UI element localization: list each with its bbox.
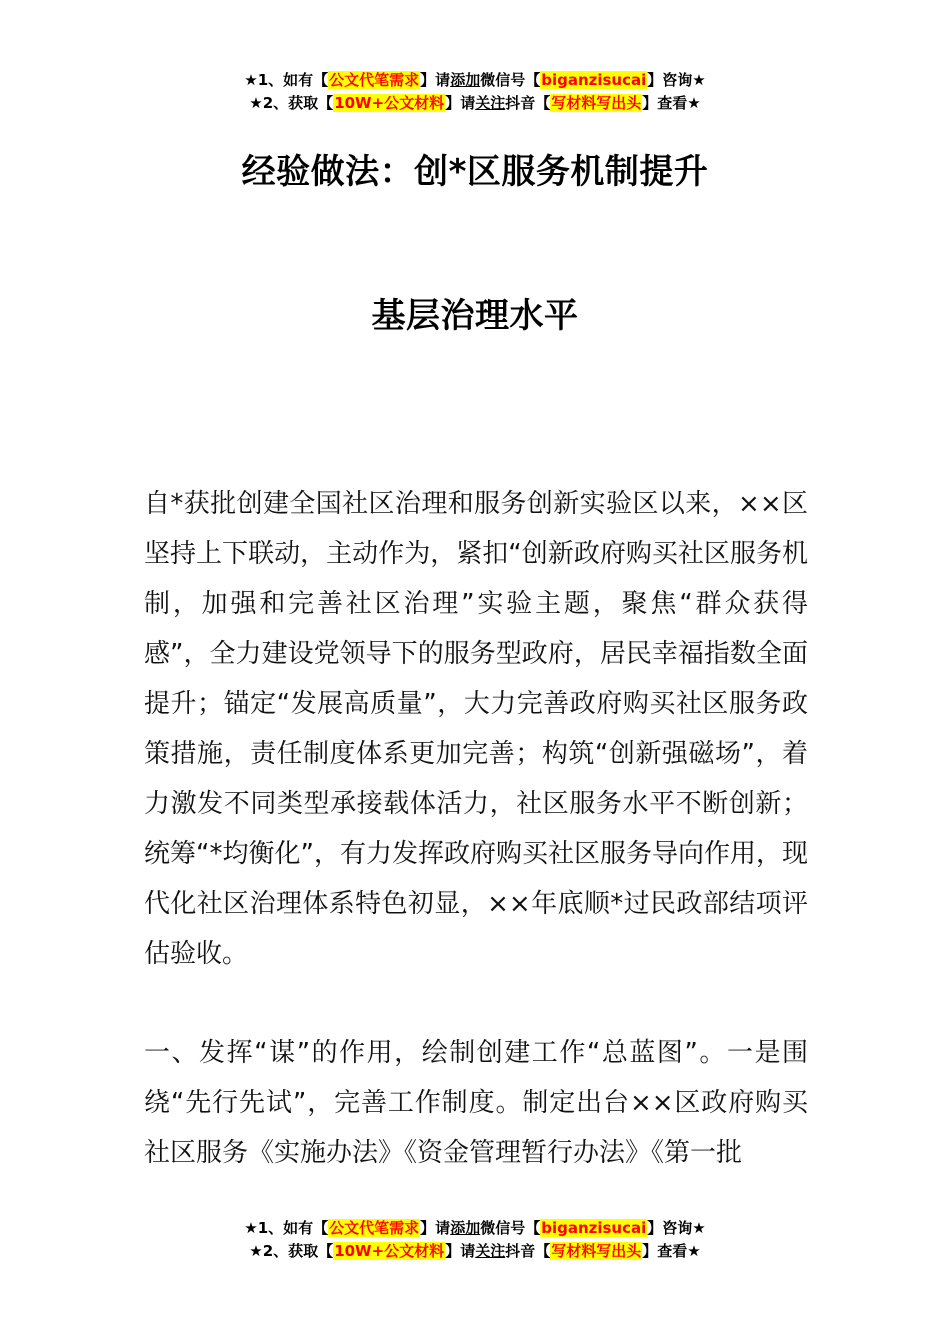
banner-text: 微信号【 [480, 1219, 541, 1237]
banner-text: 】请 [420, 71, 451, 89]
highlight-douyin-id: 写材料写出头 [551, 94, 642, 112]
banner-text: 微信号【 [480, 71, 541, 89]
highlight-wechat-id: biganzisucai [541, 1219, 647, 1237]
footer-banner [0, 1217, 950, 1263]
highlight-materials: 10W+公文材料 [334, 1242, 445, 1260]
underlined-text: 添加 [450, 1219, 481, 1237]
banner-text: ★1、如有【 [244, 1219, 329, 1237]
document-title-line-1: 经验做法：创*区服务机制提升 [241, 152, 709, 192]
document-title-line-2: 基层治理水平 [371, 296, 579, 336]
banner-line-1 [0, 69, 950, 92]
banner-text: 】查看★ [642, 94, 701, 112]
banner-text: 】咨询★ [647, 71, 706, 89]
banner-text: ★2、获取【 [249, 94, 334, 112]
header-banner [0, 69, 950, 115]
banner-text: 】咨询★ [647, 1219, 706, 1237]
highlight-wechat-id: biganzisucai [541, 71, 647, 89]
underlined-text: 关注 [475, 1242, 506, 1260]
banner-line-2 [0, 1240, 950, 1263]
banner-text: 】请 [445, 1242, 476, 1260]
body-paragraph-section-1: 一、发挥“谋”的作用，绘制创建工作“总蓝图”。一是围绕“先行先试”，完善工作制度。制定出台××区政府购买社区服务《实施办法》《资金管理暂行办法》《第一批 [144, 1038, 808, 1168]
highlight-douyin-id: 写材料写出头 [551, 1242, 642, 1260]
underlined-text: 关注 [475, 94, 506, 112]
banner-text: 】查看★ [642, 1242, 701, 1260]
banner-line-2 [0, 92, 950, 115]
banner-text: ★1、如有【 [244, 71, 329, 89]
banner-text: 抖音【 [505, 1242, 551, 1260]
underlined-text: 添加 [450, 71, 481, 89]
body-paragraph-intro: 自*获批创建全国社区治理和服务创新实验区以来，××区坚持上下联动，主动作为，紧扣“创新政府购买社区服务机制，加强和完善社区治理”实验主题，聚焦“群众获得感”，全力建设党领导下的服务型政府，居民幸福指数全面提升；锚定“发展高质量”，大力完善政府购买社区服务政策措施，责任制度体系更加完善；构筑“创新强磁场”，着力激发不同类型承接载体活力，社区服务水平不断创新；统筹“*均衡化”，有力发挥政府购买社区服务导向作用，现代化社区治理体系特色初显，××年底顺*过民政部结项评估验收。 [144, 489, 808, 969]
banner-text: 】请 [420, 1219, 451, 1237]
banner-text: 抖音【 [505, 94, 551, 112]
banner-text: 】请 [445, 94, 476, 112]
highlight-service: 公文代笔需求 [329, 1219, 420, 1237]
highlight-service: 公文代笔需求 [329, 71, 420, 89]
highlight-materials: 10W+公文材料 [334, 94, 445, 112]
banner-text: ★2、获取【 [249, 1242, 334, 1260]
banner-line-1 [0, 1217, 950, 1240]
